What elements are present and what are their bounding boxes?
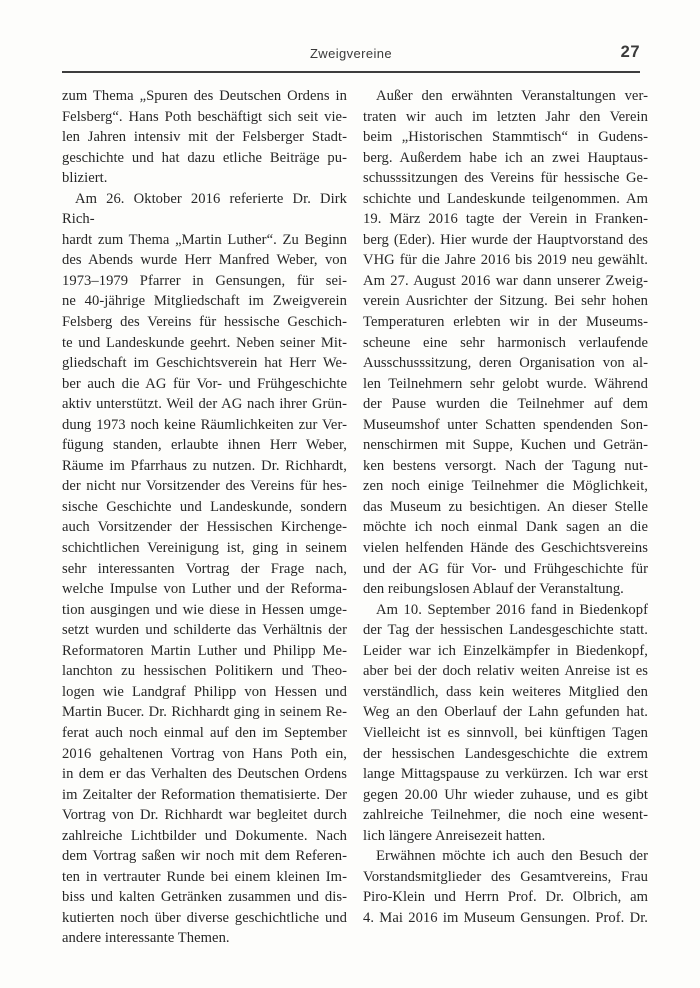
text-line: verein Ausrichter der Sitzung. Bei sehr hohen	[363, 293, 648, 310]
text-line: 4. Mai 2016 im Museum Gensungen. Prof. Dr.	[363, 909, 648, 926]
text-line: welche Impulse von Luther und der Reforma-	[62, 581, 347, 598]
text-line: Felsberg des Vereins für hessische Geschich-	[62, 314, 347, 331]
text-line: auch Vorsitzender der Hessischen Kirchenge-	[62, 519, 347, 536]
text-line: Martin Bucer. Dr. Richhardt ging in seinem Re-	[62, 704, 347, 721]
text-line: dem Vortrag saßen wir noch mit dem Referen-	[62, 848, 347, 865]
text-line: biss und kalten Getränken zusammen und dis-	[62, 889, 347, 906]
text-line: aktiv unterstützt. Weil der AG nach ihrer Grün-	[62, 396, 347, 413]
running-header-title: Zweigvereine	[309, 46, 393, 61]
text-line: kutierten noch über diverse geschichtliche und	[62, 909, 347, 926]
text-line: lanchton zu hessischen Politikern und Theo-	[62, 663, 347, 680]
text-line: Vortrag von Dr. Richhardt war begleitet durch	[62, 807, 347, 824]
text-line: ne 40-jährige Mitgliedschaft im Zweigverein	[62, 293, 347, 310]
text-line: te und Landeskunde geehrt. Neben seiner Mit-	[62, 334, 347, 351]
text-line: nenschirmen mit Suppe, Kuchen und Geträn-	[363, 437, 648, 454]
text-line: Vorstandsmitglieder des Gesamtvereins, Frau	[363, 868, 648, 885]
text-line: traten wir auch im letzten Jahr den Verein	[363, 108, 648, 125]
text-line: andere interessante Themen.	[62, 930, 230, 947]
text-line: des Abends wurde Herr Manfred Weber, von	[62, 252, 347, 269]
text-line: zahlreiche Teilnehmer, die noch eine wesent-	[363, 807, 648, 824]
text-line: scheune eine sehr harmonisch verlaufende	[363, 334, 648, 351]
text-line: 19. März 2016 tagte der Verein in Franken-	[363, 211, 648, 228]
text-line: 2016 gehaltenen Vortrag von Hans Poth ein,	[62, 745, 347, 762]
text-line: len Teilnehmern sehr gelobt wurde. Während	[363, 375, 648, 392]
text-line: Räume im Pfarrhaus zu nutzen. Dr. Richhardt,	[62, 457, 347, 474]
left-column	[62, 86, 347, 949]
text-line: Leider war ich Einzelkämpfer in Biedenkopf,	[363, 642, 648, 659]
text-line: Weg an den Oberlauf der Lahn gefunden hat.	[363, 704, 648, 721]
text-line: zum Thema „Spuren des Deutschen Ordens in	[62, 88, 347, 104]
text-line: schichtlichen Vereinigung ist, ging in seinem	[62, 540, 347, 557]
text-line: berg. Außerdem habe ich an zwei Hauptaus-	[363, 149, 648, 166]
text-line: logen wie Landgraf Philipp von Hessen und	[62, 683, 347, 700]
text-line: vielen helfenden Hände des Geschichtsvereins	[363, 540, 648, 557]
text-line: 1973–1979 Pfarrer in Gensungen, für sei-	[62, 272, 347, 289]
text-line: ber auch die AG für Vor- und Frühgeschichte	[62, 375, 347, 392]
text-line: Am 27. August 2016 war dann unserer Zweig-	[363, 272, 648, 289]
text-line: der nicht nur Vorsitzender des Vereins für hes-	[62, 478, 347, 495]
text-line: Museumshof unter Schatten spendenden Son-	[363, 416, 648, 433]
text-line: Reformatoren Martin Luther und Philipp Me-	[62, 642, 347, 659]
text-line: sehr interessanten Vortrag der Frage nach,	[62, 560, 347, 577]
text-line: tion ausgingen und wie diese in Hessen umge-	[62, 601, 347, 618]
text-line: setzt wurden und schilderte das Verhältnis der	[62, 622, 347, 639]
page-number: 27	[620, 43, 640, 61]
text-line: Am 10. September 2016 fand in Biedenkopf	[376, 601, 648, 618]
text-line: zahlreiche Lichtbilder und Dokumente. Nach	[62, 827, 347, 844]
text-line: ten in vertrauter Runde bei einem kleinen Im-	[62, 868, 347, 885]
text-line: Außer den erwähnten Veranstaltungen ver-	[376, 88, 648, 104]
text-line: verständlich, dass kein weiteres Mitglied den	[363, 683, 648, 700]
text-line: ken bestens versorgt. Nach der Tagung nut-	[363, 457, 648, 474]
running-header	[62, 43, 640, 61]
text-line: schusssitzungen des Vereins für hessische Ge-	[363, 170, 648, 187]
text-line: das Museum zu besichtigen. An dieser Stelle	[363, 498, 648, 515]
text-line: schichte und Landeskunde teilgenommen. Am	[363, 190, 648, 207]
text-line: der Pause wurden die Teilnehmer auf dem	[363, 396, 648, 413]
text-line: berg (Eder). Hier wurde der Hauptvorstand des	[363, 231, 648, 248]
text-line: Ausschusssitzung, deren Organisation von al-	[363, 355, 648, 372]
text-line: im Zeitalter der Reformation thematisierte. Der	[62, 786, 347, 803]
text-line: Temperaturen erlebten wir in der Museums-	[363, 314, 648, 331]
text-line: VHG für die Jahre 2016 bis 2019 neu gewählt.	[363, 252, 648, 269]
text-line: gegen 20.00 Uhr wieder zuhause, und es gibt	[363, 786, 648, 803]
text-line: den reibungslosen Ablauf der Veranstaltung.	[363, 581, 624, 598]
text-line: lange Mittagspause zu verkürzen. Ich war erst	[363, 766, 648, 783]
text-line: sische Geschichte und Landeskunde, sondern	[62, 498, 347, 515]
text-line: Am 26. Oktober 2016 referierte Dr. Dirk Rich-	[62, 190, 347, 228]
text-line: zen noch einige Teilnehmer die Möglichkeit,	[363, 478, 648, 495]
text-line: gliedschaft im Geschichtsverein hat Herr We-	[62, 355, 347, 372]
text-columns	[62, 86, 648, 949]
text-line: der hessischen Landesgeschichte die extrem	[363, 745, 648, 762]
text-line: Piro-Klein und Herrn Prof. Dr. Olbrich, am	[363, 889, 648, 906]
text-line: Erwähnen möchte ich auch den Besuch der	[376, 848, 648, 865]
text-line: lich längere Anreisezeit hatten.	[363, 827, 546, 844]
text-line: aber bei der doch relativ weiten Anreise ist es	[363, 663, 648, 680]
text-line: möchte ich noch einmal Dank sagen an die	[363, 519, 648, 536]
text-line: hardt zum Thema „Martin Luther“. Zu Beginn	[62, 231, 347, 248]
text-line: beim „Historischen Stammtisch“ in Gudens-	[363, 129, 648, 146]
text-line: geschichte und hat dazu etliche Beiträge pu-	[62, 149, 347, 166]
text-line: bliziert.	[62, 170, 108, 187]
text-line: in dem er das Verhalten des Deutschen Ordens	[62, 766, 347, 783]
text-line: Felsberg“. Hans Poth beschäftigt sich seit vie-	[62, 108, 347, 125]
text-line: Vielleicht ist es sinnvoll, bei künftigen Tagen	[363, 724, 648, 741]
text-line: fügung standen, erlaubte ihnen Herr Weber,	[62, 437, 347, 454]
text-line: dung 1973 noch keine Räumlichkeiten zur Ver-	[62, 416, 347, 433]
text-line: len Jahren intensiv mit der Felsberger Stadt-	[62, 129, 347, 146]
right-column	[363, 86, 648, 949]
text-line: ferat auch noch einmal auf den im September	[62, 724, 347, 741]
text-line: der Tag der hessischen Landesgeschichte statt.	[363, 622, 648, 639]
text-line: und der AG für Vor- und Frühgeschichte für	[363, 560, 648, 577]
header-rule	[62, 71, 640, 73]
